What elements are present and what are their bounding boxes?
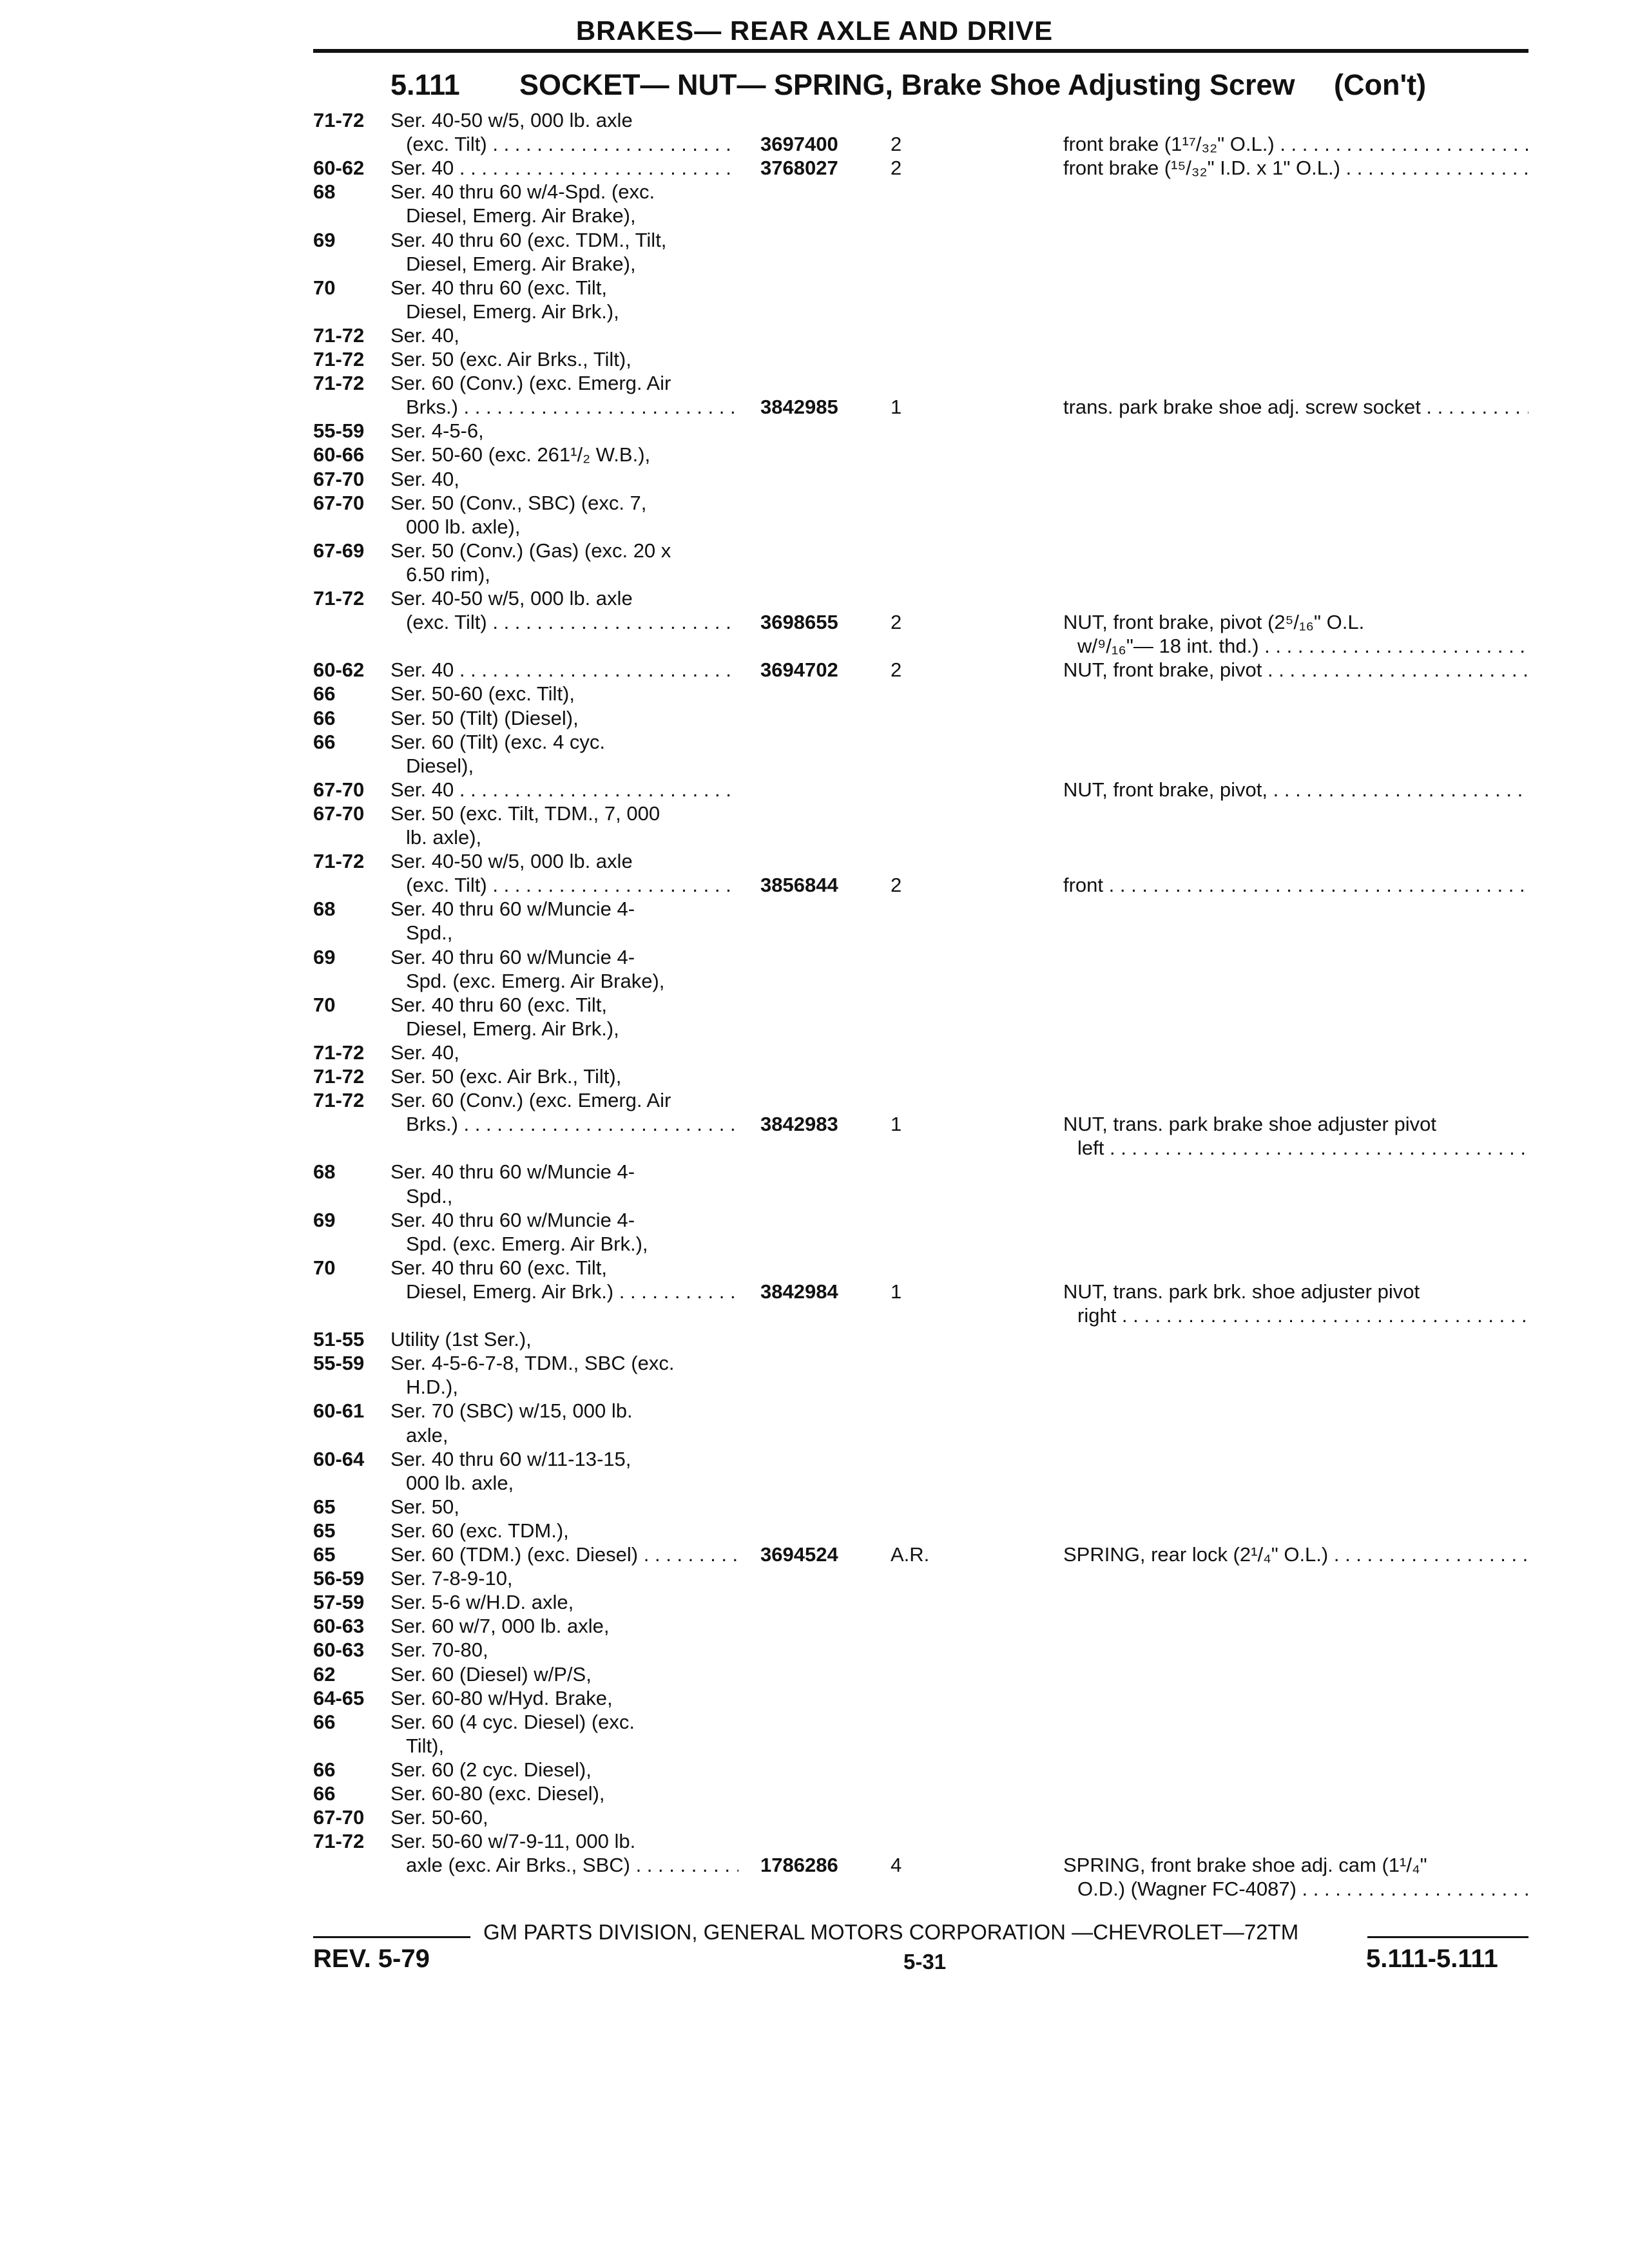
part-number: 3856844	[760, 874, 838, 896]
application-description: Ser. 4-5-6,	[390, 419, 484, 442]
list-item	[0, 1614, 1629, 1638]
application-description: Brks.) . . .	[406, 1112, 738, 1136]
list-item	[0, 754, 1629, 778]
application-description: axle,	[406, 1424, 448, 1446]
model-year: 60-62	[313, 157, 365, 179]
list-item	[0, 1662, 1629, 1686]
list-item	[0, 1853, 1629, 1877]
model-year: 67-70	[313, 468, 365, 490]
part-description: SPRING, rear lock (2¹/₄" O.L.) . . .	[1063, 1542, 1528, 1566]
page-number: 5-31	[903, 1950, 947, 1974]
application-description: Ser. 60 w/7, 000 lb. axle,	[390, 1615, 610, 1637]
list-item	[0, 802, 1629, 825]
list-item	[0, 1399, 1629, 1423]
footer-rule-right	[1367, 1936, 1528, 1938]
model-year: 68	[313, 180, 336, 203]
list-item	[0, 610, 1629, 634]
quantity: 2	[891, 157, 902, 179]
list-item	[0, 1088, 1629, 1112]
model-year: 71-72	[313, 1830, 365, 1852]
application-description: Ser. 50 (exc. Air Brks., Tilt),	[390, 348, 631, 370]
model-year: 60-63	[313, 1639, 365, 1661]
list-item	[0, 993, 1629, 1017]
model-year: 65	[313, 1495, 336, 1518]
model-year: 60-62	[313, 658, 365, 681]
application-description: Spd. (exc. Emerg. Air Brk.),	[406, 1233, 648, 1255]
application-description: Ser. 60 (TDM.) (exc. Diesel) . . .	[390, 1542, 738, 1566]
application-description: Ser. 40-50 w/5, 000 lb. axle	[390, 109, 633, 131]
application-description: Ser. 40 thru 60 w/Muncie 4-	[390, 1209, 635, 1231]
part-description: O.D.) (Wagner FC-4087) . . .	[1077, 1877, 1528, 1901]
part-description: front brake (1¹⁷/₃₂" O.L.) . . .	[1063, 132, 1528, 156]
list-item	[0, 586, 1629, 610]
part-description: right . . .	[1077, 1303, 1528, 1327]
application-description: Ser. 60 (Diesel) w/P/S,	[390, 1663, 592, 1686]
application-description: Ser. 40 thru 60 (exc. Tilt,	[390, 994, 607, 1016]
list-item	[0, 562, 1629, 586]
part-description: NUT, front brake, pivot (2⁵/₁₆" O.L.	[1063, 611, 1365, 633]
part-number: 3842985	[760, 396, 838, 418]
model-year: 71-72	[313, 109, 365, 131]
model-year: 71-72	[313, 348, 365, 370]
model-year: 67-69	[313, 539, 365, 562]
list-item	[0, 730, 1629, 754]
application-description: Spd.,	[406, 921, 453, 944]
list-item	[0, 1208, 1629, 1232]
list-item	[0, 1064, 1629, 1088]
model-year: 70	[313, 1256, 336, 1279]
application-description: (exc. Tilt) . . .	[406, 132, 738, 156]
part-number: 3698655	[760, 611, 838, 633]
application-description: Ser. 60 (4 cyc. Diesel) (exc.	[390, 1711, 635, 1733]
list-item	[0, 1112, 1629, 1136]
list-item	[0, 252, 1629, 276]
application-description: Ser. 40 thru 60 w/4-Spd. (exc.	[390, 180, 655, 203]
footer-rule-left	[313, 1936, 470, 1938]
application-description: Diesel, Emerg. Air Brake),	[406, 253, 636, 275]
model-year: 71-72	[313, 587, 365, 610]
list-item	[0, 1710, 1629, 1734]
application-description: (exc. Tilt) . . .	[406, 873, 738, 897]
list-item	[0, 873, 1629, 897]
quantity: A.R.	[891, 1543, 930, 1566]
application-description: Ser. 50-60 w/7-9-11, 000 lb.	[390, 1830, 636, 1852]
list-item	[0, 180, 1629, 204]
application-description: Ser. 4-5-6-7-8, TDM., SBC (exc.	[390, 1352, 675, 1374]
application-description: Ser. 40 thru 60 w/Muncie 4-	[390, 1160, 635, 1183]
list-item	[0, 1184, 1629, 1208]
part-description: NUT, front brake, pivot, . . .	[1063, 778, 1528, 802]
list-item	[0, 371, 1629, 395]
model-year: 66	[313, 731, 336, 753]
model-year: 51-55	[313, 1328, 365, 1350]
model-year: 66	[313, 1711, 336, 1733]
quantity: 4	[891, 1854, 902, 1876]
list-item	[0, 1136, 1629, 1160]
list-item	[0, 108, 1629, 132]
application-description: Ser. 50 (exc. Tilt, TDM., 7, 000	[390, 802, 660, 825]
model-year: 71-72	[313, 372, 365, 394]
list-item	[0, 825, 1629, 849]
part-description: left . . .	[1077, 1136, 1528, 1160]
model-year: 55-59	[313, 1352, 365, 1374]
section-range: 5.111-5.111	[1366, 1945, 1498, 1973]
list-item	[0, 1590, 1629, 1614]
application-description: 000 lb. axle),	[406, 515, 521, 538]
list-item	[0, 419, 1629, 443]
part-description: front brake (¹⁵/₃₂" I.D. x 1" O.L.) . . .	[1063, 156, 1528, 180]
application-description: Ser. 70 (SBC) w/15, 000 lb.	[390, 1399, 633, 1422]
list-item	[0, 1782, 1629, 1805]
application-description: axle (exc. Air Brks., SBC) . . .	[406, 1853, 738, 1877]
application-description: Ser. 40 . . .	[390, 658, 738, 682]
model-year: 66	[313, 1758, 336, 1781]
list-item	[0, 1327, 1629, 1351]
list-item	[0, 1471, 1629, 1495]
list-item	[0, 778, 1629, 802]
application-description: Ser. 50-60 (exc. 261¹/₂ W.B.),	[390, 443, 651, 466]
list-item	[0, 467, 1629, 491]
list-item	[0, 1280, 1629, 1303]
list-item	[0, 1303, 1629, 1327]
model-year: 68	[313, 898, 336, 920]
list-item	[0, 228, 1629, 252]
application-description: Ser. 40 thru 60 w/11-13-15,	[390, 1448, 631, 1470]
model-year: 66	[313, 707, 336, 729]
list-item	[0, 347, 1629, 371]
list-item	[0, 443, 1629, 466]
part-description: SPRING, front brake shoe adj. cam (1¹/₄"	[1063, 1854, 1427, 1876]
model-year: 60-64	[313, 1448, 365, 1470]
part-description: NUT, trans. park brk. shoe adjuster pivot	[1063, 1280, 1420, 1303]
quantity: 2	[891, 133, 902, 155]
list-item	[0, 1542, 1629, 1566]
application-description: Tilt),	[406, 1735, 445, 1757]
part-description: w/⁹/₁₆"— 18 int. thd.) . . .	[1077, 634, 1528, 658]
model-year: 66	[313, 1782, 336, 1805]
model-year: 66	[313, 682, 336, 705]
application-description: Spd.,	[406, 1185, 453, 1207]
model-year: 71-72	[313, 324, 365, 347]
list-item	[0, 945, 1629, 969]
list-item	[0, 156, 1629, 180]
application-description: Ser. 50-60 (exc. Tilt),	[390, 682, 575, 705]
model-year: 64-65	[313, 1687, 365, 1709]
quantity: 1	[891, 1113, 902, 1135]
list-item	[0, 1877, 1629, 1901]
model-year: 69	[313, 229, 336, 251]
list-item	[0, 1829, 1629, 1853]
application-description: Diesel, Emerg. Air Brake),	[406, 204, 636, 227]
list-item	[0, 1638, 1629, 1662]
model-year: 65	[313, 1543, 336, 1566]
application-description: Ser. 40,	[390, 324, 459, 347]
list-item	[0, 1734, 1629, 1758]
application-description: Diesel, Emerg. Air Brk.),	[406, 300, 619, 323]
list-item	[0, 969, 1629, 993]
model-year: 71-72	[313, 850, 365, 872]
model-year: 67-70	[313, 802, 365, 825]
application-description: Diesel, Emerg. Air Brk.),	[406, 1017, 619, 1040]
model-year: 60-63	[313, 1615, 365, 1637]
list-item	[0, 1423, 1629, 1447]
quantity: 2	[891, 658, 902, 681]
application-description: Ser. 60-80 (exc. Diesel),	[390, 1782, 605, 1805]
application-description: Ser. 50 (Tilt) (Diesel),	[390, 707, 579, 729]
application-description: Ser. 40 thru 60 (exc. Tilt,	[390, 276, 607, 299]
application-description: Diesel, Emerg. Air Brk.) . . .	[406, 1280, 738, 1303]
application-description: H.D.),	[406, 1376, 458, 1398]
quantity: 2	[891, 611, 902, 633]
model-year: 65	[313, 1519, 336, 1542]
application-description: Ser. 40 . . .	[390, 778, 738, 802]
section-continued-label: (Con't)	[1334, 68, 1427, 101]
part-number: 3694702	[760, 658, 838, 681]
section-title: SOCKET— NUT— SPRING, Brake Shoe Adjusting Screw	[519, 68, 1295, 101]
model-year: 68	[313, 1160, 336, 1183]
list-item	[0, 658, 1629, 682]
part-description: NUT, front brake, pivot . . .	[1063, 658, 1528, 682]
model-year: 70	[313, 276, 336, 299]
list-item	[0, 1041, 1629, 1064]
application-description: Ser. 50,	[390, 1495, 459, 1518]
model-year: 71-72	[313, 1041, 365, 1064]
application-description: Ser. 40 thru 60 w/Muncie 4-	[390, 898, 635, 920]
list-item	[0, 921, 1629, 945]
model-year: 67-70	[313, 492, 365, 514]
list-item	[0, 1232, 1629, 1256]
part-number: 3694524	[760, 1543, 838, 1566]
list-item	[0, 491, 1629, 515]
model-year: 57-59	[313, 1591, 365, 1613]
application-description: Spd. (exc. Emerg. Air Brake),	[406, 970, 665, 992]
part-number: 3697400	[760, 133, 838, 155]
list-item	[0, 1256, 1629, 1280]
model-year: 70	[313, 994, 336, 1016]
application-description: (exc. Tilt) . . .	[406, 610, 738, 634]
application-description: Ser. 40 . . .	[390, 156, 738, 180]
model-year: 55-59	[313, 419, 365, 442]
list-item	[0, 276, 1629, 300]
application-description: Ser. 60 (Tilt) (exc. 4 cyc.	[390, 731, 606, 753]
application-description: Ser. 50 (exc. Air Brk., Tilt),	[390, 1065, 622, 1088]
list-item	[0, 1758, 1629, 1782]
list-item	[0, 1160, 1629, 1184]
model-year: 60-61	[313, 1399, 365, 1422]
application-description: Ser. 50-60,	[390, 1806, 488, 1829]
list-item	[0, 634, 1629, 658]
quantity: 2	[891, 874, 902, 896]
application-description: Ser. 40 thru 60 (exc. Tilt,	[390, 1256, 607, 1279]
list-item	[0, 204, 1629, 227]
part-number: 3842983	[760, 1113, 838, 1135]
application-description: Ser. 40 thru 60 (exc. TDM., Tilt,	[390, 229, 667, 251]
application-description: Ser. 50 (Conv., SBC) (exc. 7,	[390, 492, 647, 514]
part-number: 1786286	[760, 1854, 838, 1876]
model-year: 56-59	[313, 1567, 365, 1590]
application-description: Ser. 60 (Conv.) (exc. Emerg. Air	[390, 372, 671, 394]
application-description: 6.50 rim),	[406, 563, 490, 586]
application-description: Ser. 5-6 w/H.D. axle,	[390, 1591, 574, 1613]
model-year: 69	[313, 946, 336, 968]
application-description: Ser. 40 thru 60 w/Muncie 4-	[390, 946, 635, 968]
application-description: lb. axle),	[406, 826, 482, 849]
list-item	[0, 1351, 1629, 1375]
application-description: Brks.) . . .	[406, 395, 738, 419]
list-item	[0, 1805, 1629, 1829]
list-item	[0, 1495, 1629, 1519]
part-description: NUT, trans. park brake shoe adjuster pivot	[1063, 1113, 1436, 1135]
application-description: Ser. 7-8-9-10,	[390, 1567, 513, 1590]
application-description: Ser. 40-50 w/5, 000 lb. axle	[390, 587, 633, 610]
list-item	[0, 132, 1629, 156]
application-description: Ser. 70-80,	[390, 1639, 488, 1661]
list-item	[0, 849, 1629, 873]
list-item	[0, 300, 1629, 323]
list-item	[0, 539, 1629, 562]
quantity: 1	[891, 1280, 902, 1303]
part-number: 3768027	[760, 157, 838, 179]
list-item	[0, 682, 1629, 706]
part-description: front . . .	[1063, 873, 1528, 897]
list-item	[0, 1686, 1629, 1710]
application-description: Ser. 60 (2 cyc. Diesel),	[390, 1758, 592, 1781]
model-year: 69	[313, 1209, 336, 1231]
part-description: trans. park brake shoe adj. screw socket . . .	[1063, 395, 1528, 419]
model-year: 62	[313, 1663, 336, 1686]
list-item	[0, 323, 1629, 347]
model-year: 67-70	[313, 1806, 365, 1829]
section-number: 5.111	[390, 68, 460, 101]
page-header-title: BRAKES— REAR AXLE AND DRIVE	[575, 15, 1054, 46]
list-item	[0, 395, 1629, 419]
quantity: 1	[891, 396, 902, 418]
list-item	[0, 897, 1629, 921]
footer-division-text: GM PARTS DIVISION, GENERAL MOTORS CORPORATION —CHEVROLET—72TM	[483, 1920, 1299, 1944]
model-year: 71-72	[313, 1089, 365, 1111]
list-item	[0, 1375, 1629, 1399]
list-item	[0, 706, 1629, 730]
list-item	[0, 1566, 1629, 1590]
application-description: Utility (1st Ser.),	[390, 1328, 532, 1350]
list-item	[0, 1017, 1629, 1041]
model-year: 71-72	[313, 1065, 365, 1088]
application-description: Ser. 60 (exc. TDM.),	[390, 1519, 569, 1542]
list-item	[0, 1447, 1629, 1471]
model-year: 60-66	[313, 443, 365, 466]
list-item	[0, 515, 1629, 539]
revision-label: REV. 5-79	[313, 1945, 430, 1973]
application-description: Ser. 60 (Conv.) (exc. Emerg. Air	[390, 1089, 671, 1111]
application-description: Ser. 40,	[390, 468, 459, 490]
list-item	[0, 1519, 1629, 1542]
application-description: Ser. 40,	[390, 1041, 459, 1064]
application-description: Ser. 60-80 w/Hyd. Brake,	[390, 1687, 613, 1709]
application-description: Ser. 40-50 w/5, 000 lb. axle	[390, 850, 633, 872]
part-number: 3842984	[760, 1280, 838, 1303]
application-description: Diesel),	[406, 754, 474, 777]
application-description: Ser. 50 (Conv.) (Gas) (exc. 20 x	[390, 539, 671, 562]
application-description: 000 lb. axle,	[406, 1472, 514, 1494]
model-year: 67-70	[313, 778, 365, 801]
